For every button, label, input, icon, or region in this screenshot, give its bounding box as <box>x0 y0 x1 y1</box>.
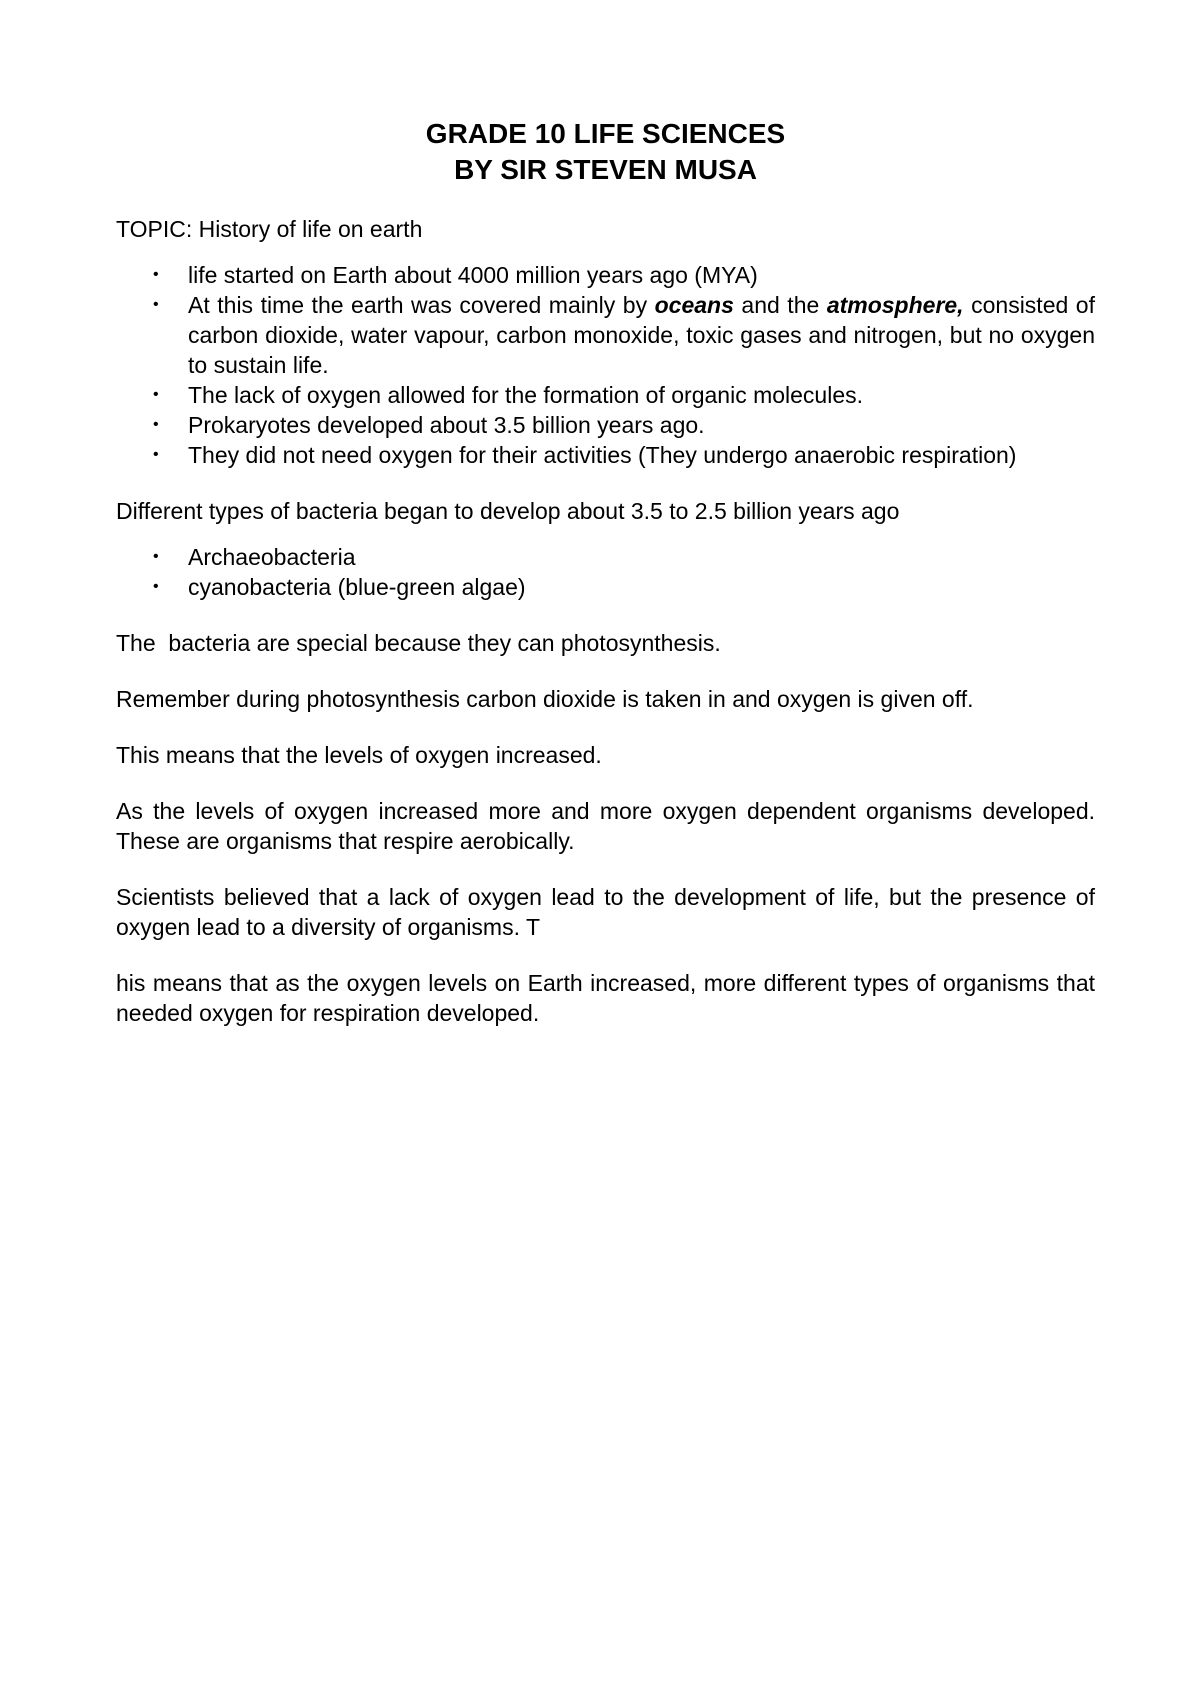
paragraph: The bacteria are special because they can photosynthesis. <box>116 630 721 656</box>
list-item-text: Archaeobacteria <box>188 544 356 570</box>
list-item <box>116 260 1095 290</box>
list-item-text: The lack of oxygen allowed for the formation of organic molecules. <box>188 382 864 408</box>
list-item <box>116 440 1095 470</box>
list-item <box>116 380 1095 410</box>
bullet-icon: • <box>153 578 159 595</box>
paragraph: his means that as the oxygen levels on Earth increased, more different types of organisms that needed oxygen for respiration developed. <box>116 970 1095 1026</box>
paragraph-bacteria-intro: Different types of bacteria began to develop about 3.5 to 2.5 billion years ago <box>116 498 900 524</box>
bullet-list-bacteria <box>116 542 1095 602</box>
title-line-2: BY SIR STEVEN MUSA <box>454 154 757 185</box>
topic-line: TOPIC: History of life on earth <box>116 216 423 242</box>
bullet-icon: • <box>153 386 159 403</box>
emphasis-atmosphere: atmosphere, <box>826 292 964 318</box>
list-item <box>116 410 1095 440</box>
document-title <box>116 116 1095 188</box>
document-page <box>116 116 1095 1028</box>
list-item-text: cyanobacteria (blue-green algae) <box>188 574 526 600</box>
paragraph: As the levels of oxygen increased more and more oxygen dependent organisms developed. These are organisms that respire aerobically. <box>116 798 1095 854</box>
bullet-icon: • <box>153 416 159 433</box>
emphasis-oceans: oceans <box>654 292 734 318</box>
title-line-1: GRADE 10 LIFE SCIENCES <box>425 118 786 149</box>
list-item-text-part: consisted of carbon dioxide, water vapour, carbon monoxide, toxic gases and nitrogen, but no oxygen to sustain life. <box>188 292 1095 378</box>
paragraph: Remember during photosynthesis carbon dioxide is taken in and oxygen is given off. <box>116 686 974 712</box>
list-item <box>116 572 1095 602</box>
bullet-icon: • <box>153 548 159 565</box>
list-item-text: They did not need oxygen for their activities (They undergo anaerobic respiration) <box>188 442 1017 468</box>
list-item <box>116 290 1095 380</box>
bullet-list-history <box>116 260 1095 470</box>
list-item <box>116 542 1095 572</box>
list-item-text: Prokaryotes developed about 3.5 billion years ago. <box>188 412 705 438</box>
list-item-text: life started on Earth about 4000 million years ago (MYA) <box>188 262 758 288</box>
bullet-icon: • <box>153 266 159 283</box>
paragraph: Scientists believed that a lack of oxygen lead to the development of life, but the presence of oxygen lead to a diversity of organisms. T <box>116 884 1095 940</box>
bullet-icon: • <box>153 446 159 463</box>
bullet-icon: • <box>153 296 159 313</box>
list-item-text-part: At this time the earth was covered mainly by <box>188 292 655 318</box>
list-item-text-part: and the <box>733 292 827 318</box>
paragraph: This means that the levels of oxygen increased. <box>116 742 602 768</box>
